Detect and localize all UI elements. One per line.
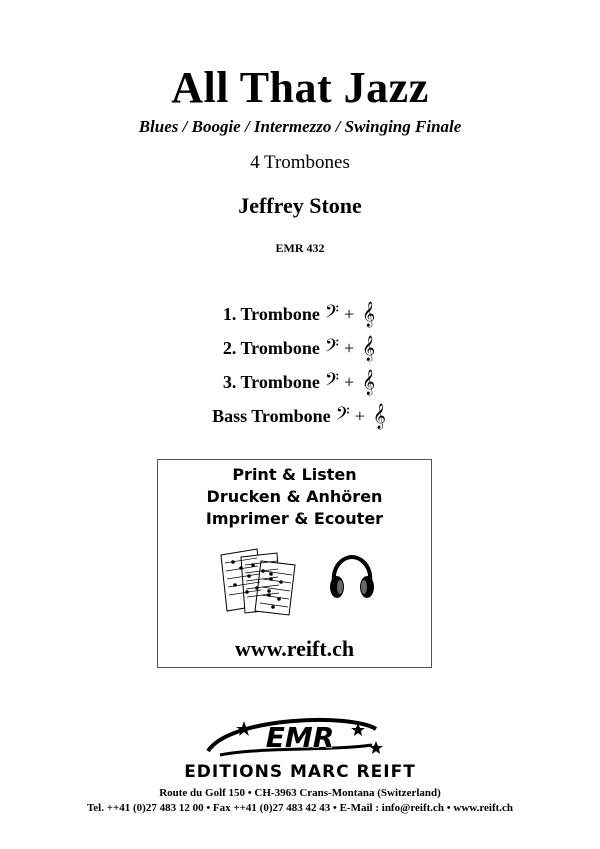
bass-clef-icon: 𝄢 (324, 369, 339, 395)
part-label: Bass Trombone (212, 405, 331, 426)
publisher-contact: Tel. ++41 (0)27 483 12 00 • Fax ++41 (0)27 483 42 43 • E-Mail : info@reift.ch • www.reift.ch (86, 802, 514, 814)
plus-sign: + (344, 371, 355, 392)
composer: Jeffrey Stone (238, 193, 362, 218)
part-label: 3. Trombone (222, 371, 320, 392)
part-label: 2. Trombone (222, 337, 320, 358)
catalog-number: EMR 432 (275, 241, 325, 255)
print-listen-line-de: Drucken & Anhören (206, 487, 383, 506)
print-listen-line-en: Print & Listen (232, 465, 357, 484)
scoring: 4 Trombones (250, 152, 350, 173)
bass-clef-icon: 𝄢 (324, 301, 339, 327)
page-title: All That Jazz (171, 63, 429, 112)
sheet-music-icon (217, 547, 301, 617)
print-listen-line-fr: Imprimer & Ecouter (205, 509, 384, 528)
publisher-address: Route du Golf 150 • CH-3963 Crans-Montana (Switzerland) (159, 787, 441, 799)
subtitle: Blues / Boogie / Intermezzo / Swinging Finale (138, 117, 462, 136)
treble-clef-icon: 𝄞 (372, 403, 386, 429)
publisher-name: EDITIONS MARC REIFT (184, 762, 416, 782)
plus-sign: + (344, 337, 355, 358)
print-listen-box (157, 459, 432, 668)
part-label: 1. Trombone (222, 303, 320, 324)
website-link[interactable]: www.reift.ch (234, 636, 355, 661)
part-item (0, 399, 600, 433)
treble-clef-icon: 𝄞 (362, 335, 376, 361)
plus-sign: + (354, 405, 365, 426)
treble-clef-icon: 𝄞 (362, 301, 376, 327)
parts-list (0, 297, 600, 433)
part-item (0, 297, 600, 331)
treble-clef-icon: 𝄞 (362, 369, 376, 395)
bass-clef-icon: 𝄢 (324, 335, 339, 361)
logo-text: EMR (265, 721, 335, 754)
part-item (0, 365, 600, 399)
emr-logo (200, 715, 400, 760)
bass-clef-icon: 𝄢 (335, 403, 350, 429)
part-item (0, 331, 600, 365)
plus-sign: + (344, 303, 355, 324)
headphones-icon (326, 553, 378, 605)
